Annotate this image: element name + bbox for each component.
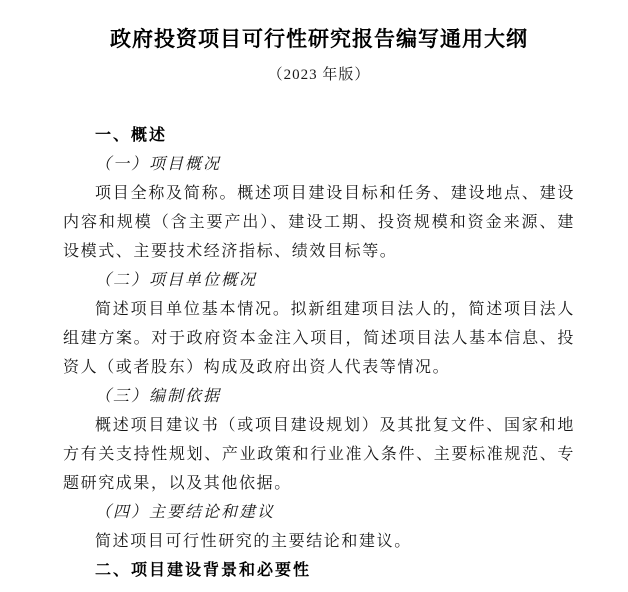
section-subheading: （二）项目单位概况 <box>95 272 258 289</box>
section-heading: 一、概述 <box>95 127 168 144</box>
section-subheading: （一）项目概况 <box>95 156 222 173</box>
document-subtitle: （2023 年版） <box>267 67 371 83</box>
body-paragraph: 概述项目建议书（或项目建设规划）及其批复文件、国家和地方有关支持性规划、产业政策和行业准入条件、主要标准规范、专题研究成果，以及其他依据。 <box>63 417 575 492</box>
body-paragraph: 简述项目可行性研究的主要结论和建议。 <box>95 533 412 550</box>
document-body <box>63 121 575 585</box>
section-subheading: （四）主要结论和建议 <box>95 504 276 521</box>
body-paragraph: 项目全称及简称。概述项目建设目标和任务、建设地点、建设内容和规模（含主要产出）、建设工期、投资规模和资金来源、建设模式、主要技术经济指标、绩效目标等。 <box>63 185 575 260</box>
section-subheading: （三）编制依据 <box>95 388 222 405</box>
body-paragraph: 简述项目单位基本情况。拟新组建项目法人的，简述项目法人组建方案。对于政府资本金注入项目，简述项目法人基本信息、投资人（或者股东）构成及政府出资人代表等情况。 <box>63 301 575 376</box>
document-title: 政府投资项目可行性研究报告编写通用大纲 <box>110 28 528 51</box>
section-heading: 二、项目建设背景和必要性 <box>95 562 312 579</box>
